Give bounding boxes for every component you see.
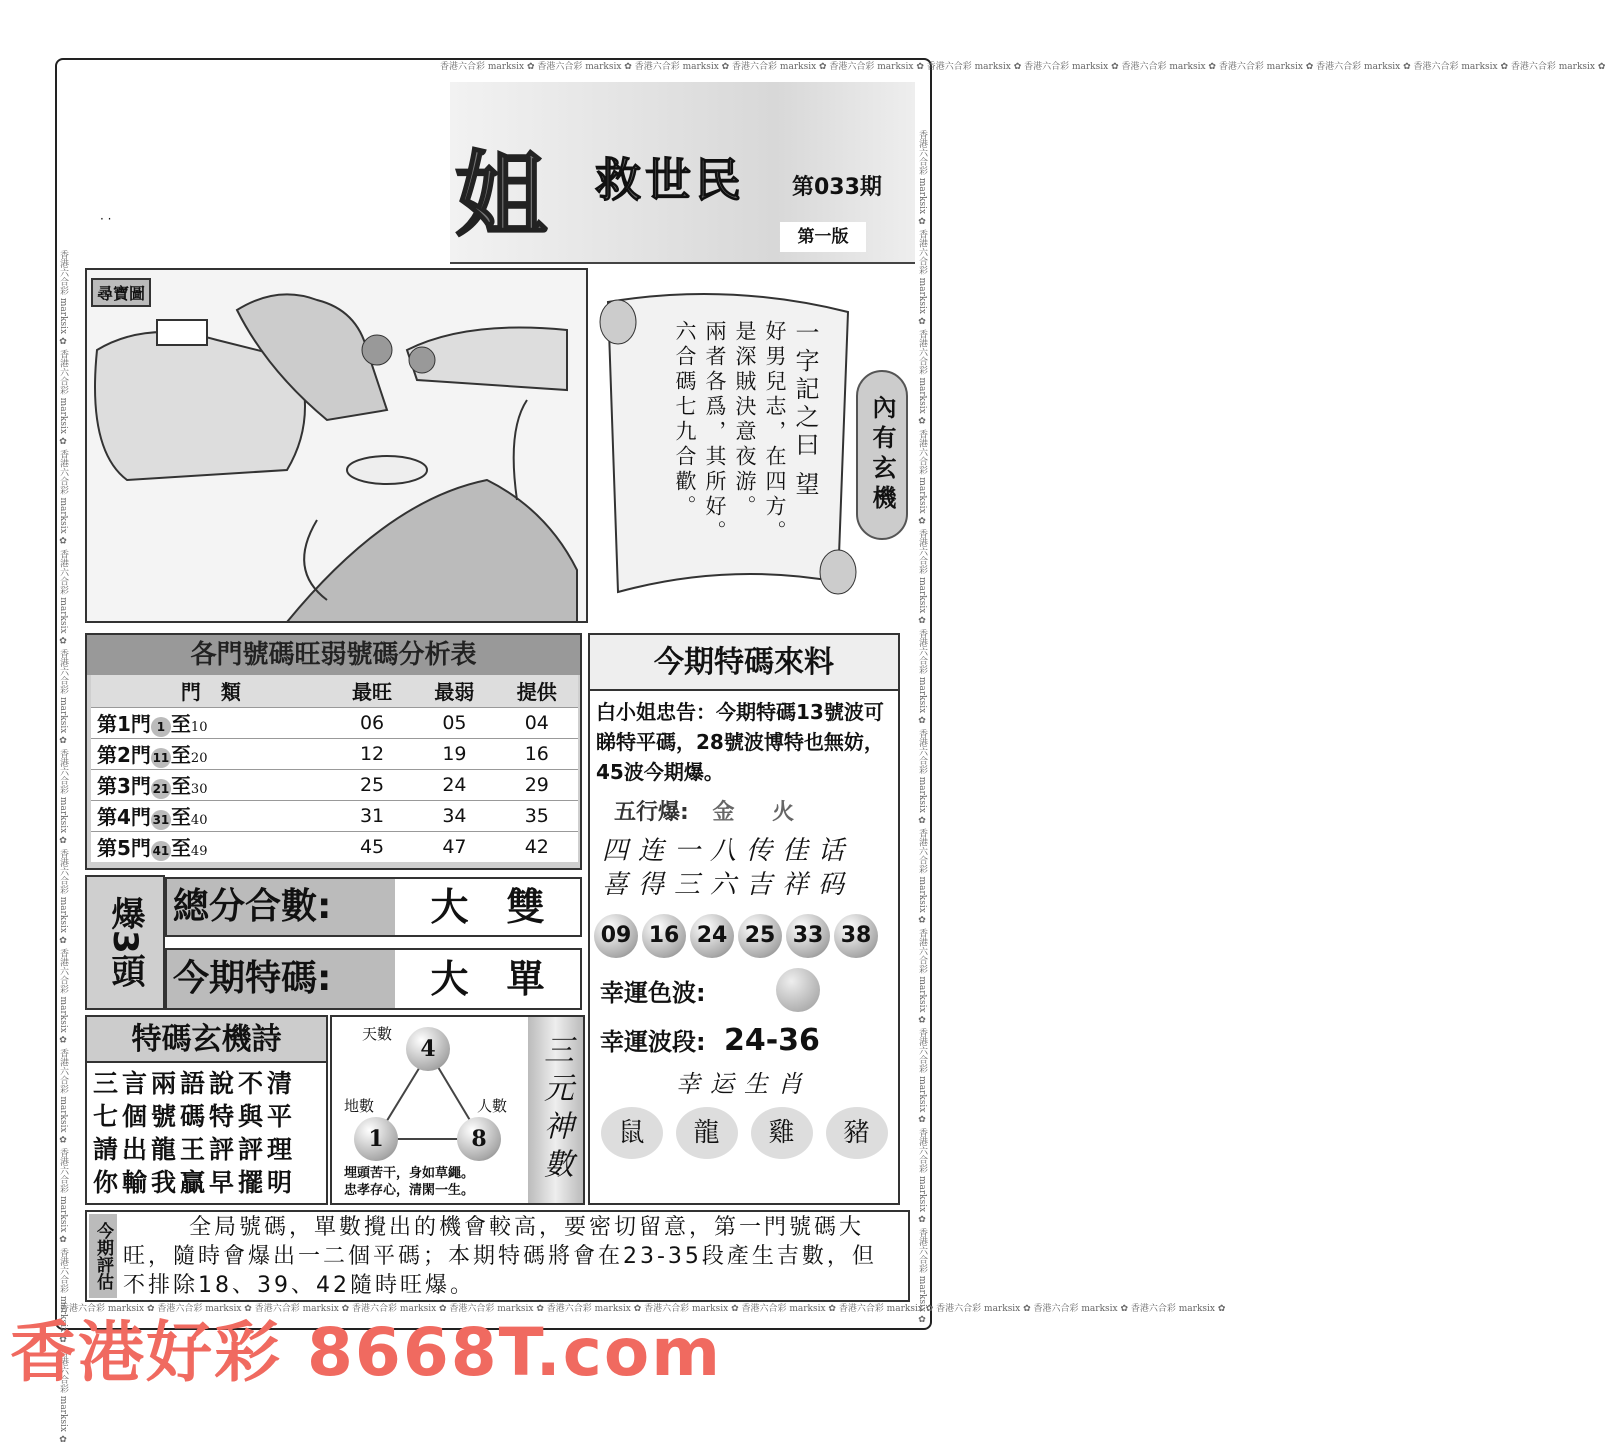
total-sum-value: 大 雙 bbox=[430, 885, 545, 929]
table-row bbox=[91, 738, 578, 769]
lucky-range-label: 幸運波段: bbox=[600, 1028, 706, 1056]
treasure-map bbox=[85, 268, 588, 623]
poem-line: 你輸我贏早擺明 bbox=[93, 1168, 297, 1197]
range-from: 11 bbox=[151, 748, 171, 768]
evaluation-label: 今期評估 bbox=[89, 1214, 117, 1298]
col-header: 提供 bbox=[516, 680, 557, 705]
weak-number: 19 bbox=[442, 742, 467, 765]
col-header: 最弱 bbox=[434, 680, 475, 705]
earth-number: 1 bbox=[354, 1117, 398, 1161]
gate-label: 第3門 bbox=[97, 774, 151, 798]
table-row bbox=[91, 831, 578, 862]
scroll bbox=[598, 292, 860, 600]
scroll-line: 好男兒志，在四方。 bbox=[763, 320, 787, 545]
lucky-color-ball bbox=[776, 968, 820, 1012]
strong-number: 06 bbox=[359, 711, 385, 734]
table-row bbox=[91, 800, 578, 831]
three-numbers-box bbox=[330, 1015, 585, 1205]
poem-line: 七個號碼特與平 bbox=[93, 1102, 297, 1131]
earth-label: 地數 bbox=[344, 1097, 375, 1115]
boom-three-heads bbox=[85, 875, 165, 1010]
treasure-illustration bbox=[87, 270, 587, 622]
table-row bbox=[91, 707, 578, 738]
special-panel bbox=[588, 633, 900, 1205]
issue-number: 第033期 bbox=[792, 175, 882, 200]
evaluation-text: 全局號碼，單數攪出的機會較高，要密切留意，第一門號碼大旺，隨時會爆出一二個平碼；本期特碼將會在23-35段產生吉數，但不排除18、39、42隨時旺爆。 bbox=[123, 1215, 877, 1298]
range-to: 10 bbox=[190, 720, 208, 735]
special-code-row bbox=[165, 948, 582, 1010]
col-header: 門 類 bbox=[180, 680, 241, 705]
hidden-secret-badge: 內有玄機 bbox=[856, 370, 908, 540]
lucky-zodiac-label: 幸运生肖 bbox=[676, 1070, 812, 1098]
offer-number: 35 bbox=[524, 804, 549, 827]
border-text-bottom: 香港六合彩 marksix ✿ 香港六合彩 marksix ✿ 香港六合彩 marksix ✿ 香港六合彩 marksix ✿ 香港六合彩 marksix ✿ 香港六合彩 marksix ✿ 香港六合彩 marksix ✿ 香港六合彩 marksix ✿ 香港六合彩 marksix ✿ 香港六合彩 marksix ✿ 香港六合彩 marksix ✿ 香港六合彩 marksix ✿ bbox=[60, 1304, 1226, 1314]
handwritten-line: 四连一八传佳话 bbox=[602, 836, 855, 866]
weak-number: 24 bbox=[442, 773, 467, 796]
number-ball: 33 bbox=[786, 914, 830, 958]
special-code-value: 大 單 bbox=[430, 957, 545, 1001]
border-text-top: 香港六合彩 marksix ✿ 香港六合彩 marksix ✿ 香港六合彩 marksix ✿ 香港六合彩 marksix ✿ 香港六合彩 marksix ✿ 香港六合彩 marksix ✿ 香港六合彩 marksix ✿ 香港六合彩 marksix ✿ 香港六合彩 marksix ✿ 香港六合彩 marksix ✿ 香港六合彩 marksix ✿ 香港六合彩 marksix ✿ bbox=[440, 62, 1605, 72]
to-char: 至 bbox=[170, 836, 191, 861]
offer-number: 42 bbox=[524, 835, 549, 858]
to-char: 至 bbox=[170, 712, 191, 736]
number-ball: 16 bbox=[642, 914, 686, 958]
poem-line: 請出龍王評評理 bbox=[93, 1135, 297, 1164]
zodiac-icon: 龍 bbox=[676, 1107, 738, 1159]
range-to: 30 bbox=[190, 782, 208, 797]
offer-number: 16 bbox=[524, 742, 549, 765]
advice-text: 白小姐忠告：今期特碼13號波可睇特平碼，28號波博特也無妨，45波今期爆。 bbox=[596, 700, 884, 784]
human-number: 8 bbox=[457, 1117, 501, 1161]
evaluation-box bbox=[85, 1210, 910, 1302]
title-char: 姐 bbox=[455, 141, 548, 249]
lucky-range: 24-36 bbox=[723, 1023, 820, 1058]
scroll-line: 兩者各爲，其所好。 bbox=[703, 320, 727, 545]
weak-number: 47 bbox=[442, 835, 467, 858]
range-from: 21 bbox=[151, 779, 171, 799]
border-text-right: 香港六合彩 marksix ✿ 香港六合彩 marksix ✿ 香港六合彩 marksix ✿ 香港六合彩 marksix ✿ 香港六合彩 marksix ✿ 香港六合彩 marksix ✿ 香港六合彩 marksix ✿ 香港六合彩 marksix ✿ 香港六合彩 marksix ✿ 香港六合彩 marksix ✿ 香港六合彩 marksix ✿ 香港六合彩 marksix ✿ bbox=[917, 130, 927, 1325]
masthead bbox=[450, 82, 915, 264]
range-to: 49 bbox=[190, 844, 208, 860]
border-text-left: 香港六合彩 marksix ✿ 香港六合彩 marksix ✿ 香港六合彩 marksix ✿ 香港六合彩 marksix ✿ 香港六合彩 marksix ✿ 香港六合彩 marksix ✿ 香港六合彩 marksix ✿ 香港六合彩 marksix ✿ 香港六合彩 marksix ✿ 香港六合彩 marksix ✿ 香港六合彩 marksix ✿ 香港六合彩 marksix ✿ bbox=[58, 250, 68, 1445]
gate-label: 第5門 bbox=[97, 836, 151, 861]
zodiac-icon: 雞 bbox=[751, 1107, 813, 1159]
dots: · · bbox=[100, 212, 112, 226]
treasure-map-label: 尋寶圖 bbox=[91, 278, 151, 307]
range-from: 1 bbox=[151, 717, 171, 737]
lucky-color-label: 幸運色波: bbox=[600, 978, 706, 1007]
edition-label: 第一版 bbox=[780, 222, 866, 252]
number-ball: 25 bbox=[738, 914, 782, 958]
col-header: 最旺 bbox=[352, 680, 393, 705]
to-char: 至 bbox=[170, 774, 191, 798]
gate-label: 第4門 bbox=[97, 805, 151, 829]
handwritten-line: 喜得三六吉祥码 bbox=[602, 870, 855, 900]
total-sum-row bbox=[165, 877, 582, 937]
to-char: 至 bbox=[170, 805, 191, 829]
scroll-line: 六合碼七九合歡。 bbox=[673, 320, 697, 520]
analysis-table-title: 各門號碼旺弱號碼分析表 bbox=[87, 635, 580, 675]
offer-number: 04 bbox=[524, 711, 549, 734]
zodiac-icon: 豬 bbox=[826, 1107, 888, 1159]
five-element: 火 bbox=[772, 800, 795, 825]
heaven-number: 4 bbox=[406, 1027, 450, 1071]
five-elements-label: 五行爆: bbox=[614, 800, 689, 825]
strong-number: 45 bbox=[359, 835, 385, 858]
range-to: 40 bbox=[190, 813, 208, 828]
special-title: 今期特碼來料 bbox=[590, 635, 898, 691]
poem-line: 三言兩語說不清 bbox=[93, 1069, 297, 1098]
three-numbers-title: 三元神數 bbox=[528, 1017, 583, 1203]
site-watermark: 香港好彩 8668T.com bbox=[10, 1314, 722, 1391]
zodiac-icon: 鼠 bbox=[601, 1107, 663, 1159]
verse-line: 忠孝存心，清閑一生。 bbox=[344, 1183, 475, 1198]
to-char: 至 bbox=[170, 743, 191, 767]
scroll-line: 一字記之曰 望 bbox=[791, 320, 819, 500]
poem-title: 特碼玄機詩 bbox=[87, 1017, 326, 1063]
strong-number: 25 bbox=[359, 773, 385, 796]
analysis-table bbox=[85, 633, 582, 870]
total-sum-label: 總分合數: bbox=[167, 879, 395, 935]
strong-number: 31 bbox=[359, 804, 385, 827]
scroll-line: 是深賊決意夜游。 bbox=[733, 320, 757, 520]
special-code-label: 今期特碼: bbox=[167, 950, 395, 1008]
weak-number: 05 bbox=[442, 711, 467, 734]
offer-number: 29 bbox=[524, 773, 549, 796]
verse-line: 埋頭苦干，身如草繩。 bbox=[344, 1166, 475, 1181]
gate-label: 第1門 bbox=[97, 712, 151, 736]
range-to: 20 bbox=[190, 751, 208, 766]
strong-number: 12 bbox=[359, 742, 385, 765]
number-ball: 09 bbox=[594, 914, 638, 958]
heaven-label: 天數 bbox=[362, 1025, 393, 1043]
subtitle: 救世民 bbox=[595, 153, 745, 207]
human-label: 人數 bbox=[477, 1097, 508, 1115]
range-from: 31 bbox=[151, 810, 171, 830]
table-row bbox=[91, 769, 578, 800]
boom-label: 爆3頭 bbox=[105, 896, 145, 988]
five-element: 金 bbox=[712, 800, 735, 825]
poem-box bbox=[85, 1015, 328, 1205]
number-ball: 24 bbox=[690, 914, 734, 958]
range-from: 41 bbox=[151, 841, 171, 861]
gate-label: 第2門 bbox=[97, 743, 151, 767]
number-ball: 38 bbox=[834, 914, 878, 958]
weak-number: 34 bbox=[442, 804, 467, 827]
